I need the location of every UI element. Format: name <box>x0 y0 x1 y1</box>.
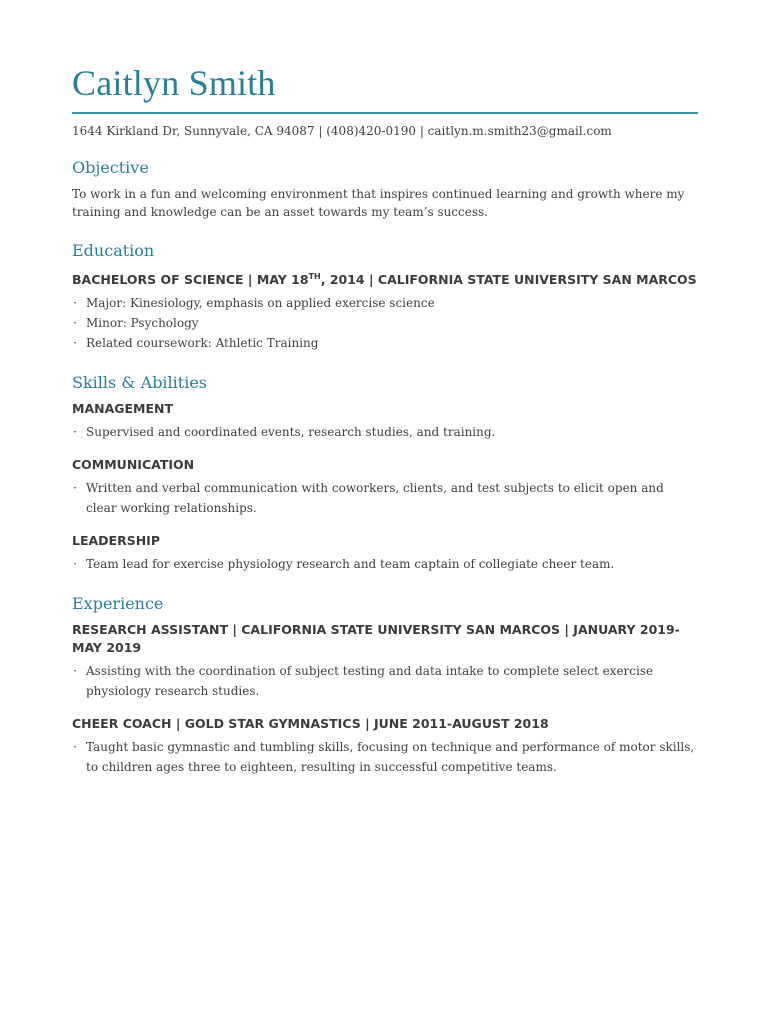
skill-heading: MANAGEMENT <box>72 400 174 416</box>
job-heading: CHEER COACH | GOLD STAR GYMNASTICS | JUNE 2011-AUGUST 2018 <box>72 715 549 731</box>
header-rule <box>72 112 698 114</box>
skill-list <box>72 554 698 574</box>
degree: BACHELORS OF SCIENCE <box>72 271 244 287</box>
education-section <box>72 241 698 353</box>
skill-list <box>72 478 698 518</box>
list-item: · Assisting with the coordination of subject testing and data intake to complete select exercise physiology research studies. <box>72 661 698 701</box>
objective-text: To work in a fun and welcoming environment that inspires continued learning and growth where my training and knowledge can be an asset towards my team’s success. <box>72 186 685 219</box>
contact-line: 1644 Kirkland Dr, Sunnyvale, CA 94087 | (408)420-0190 | caitlyn.m.smith23@gmail.com <box>72 123 612 138</box>
experience-section <box>72 594 698 777</box>
job-entry <box>72 621 698 701</box>
objective-section <box>72 158 698 221</box>
list-item: · Major: Kinesiology, emphasis on applied exercise science <box>72 293 698 313</box>
skill-list <box>72 422 698 442</box>
list-item: · Team lead for exercise physiology research and team captain of collegiate cheer team. <box>72 554 698 574</box>
list-item: · Related coursework: Athletic Training <box>72 333 698 353</box>
objective-title: Objective <box>72 157 149 177</box>
education-title: Education <box>72 240 155 260</box>
job-entry <box>72 715 698 777</box>
skill-group <box>72 456 698 518</box>
candidate-name: Caitlyn Smith <box>72 63 276 103</box>
list-item: · Supervised and coordinated events, research studies, and training. <box>72 422 698 442</box>
skills-title: Skills & Abilities <box>72 372 208 392</box>
list-item: · Minor: Psychology <box>72 313 698 333</box>
list-item: · Written and verbal communication with coworkers, clients, and test subjects to elicit open and clear working relationships. <box>72 478 698 518</box>
job-list <box>72 661 698 701</box>
experience-title: Experience <box>72 593 164 613</box>
job-list <box>72 737 698 777</box>
school: CALIFORNIA STATE UNIVERSITY SAN MARCOS <box>377 271 697 287</box>
job-heading: RESEARCH ASSISTANT | CALIFORNIA STATE UNIVERSITY SAN MARCOS | JANUARY 2019-MAY 2019 <box>72 621 680 655</box>
education-list <box>72 293 698 353</box>
graduation-date: MAY 18TH, 2014 <box>256 271 365 287</box>
list-item: · Taught basic gymnastic and tumbling skills, focusing on technique and performance of motor skills, to children ages three to eighteen, resulting in successful competitive teams. <box>72 737 698 777</box>
skill-heading: COMMUNICATION <box>72 456 195 472</box>
education-heading: BACHELORS OF SCIENCE | MAY 18TH, 2014 | CALIFORNIA STATE UNIVERSITY SAN MARCOS <box>72 271 697 287</box>
skill-group <box>72 400 698 442</box>
skills-section <box>72 373 698 574</box>
skill-group <box>72 532 698 574</box>
skill-heading: LEADERSHIP <box>72 532 160 548</box>
